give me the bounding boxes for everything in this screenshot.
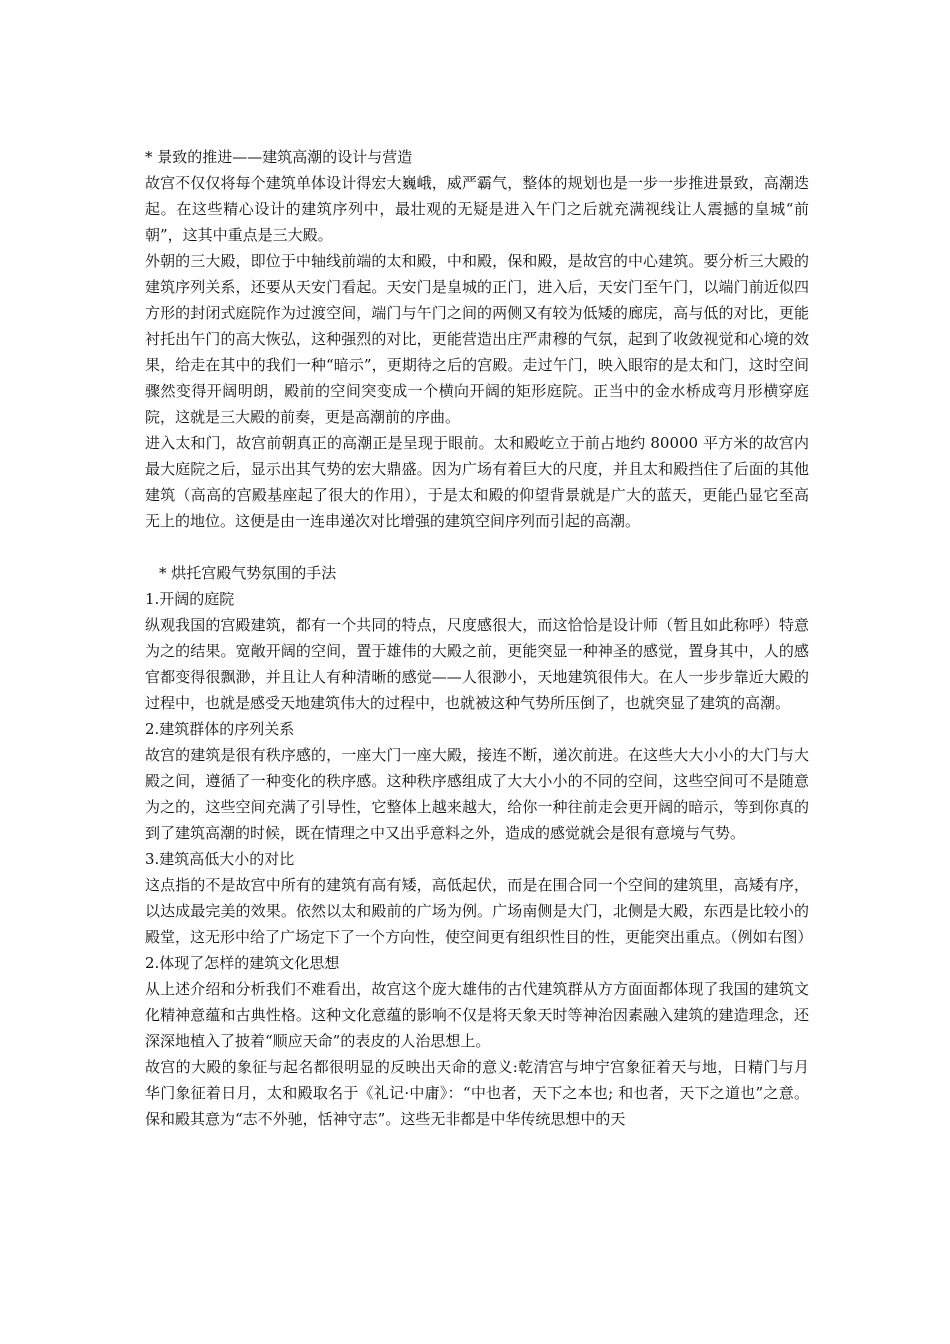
body-paragraph: 故宫的建筑是很有秩序感的，一座大门一座大殿，接连不断，递次前进。在这些大大小小的大门与大殿之间，遵循了一种变化的秩序感。这种秩序感组成了大大小小的不同的空间，这些空间可不是随意为之的，这些空间充满了引导性，它整体上越来越大，给你一种往前走会更开阔的暗示，等到你真的到了建筑高潮的时候，既在情理之中又出乎意料之外，造成的感觉就会是很有意境与气势。 <box>145 746 809 842</box>
blank-line <box>145 534 809 560</box>
body-paragraph: 这点指的不是故宫中所有的建筑有高有矮，高低起伏，而是在围合同一个空间的建筑里，高矮有序，以达成最完美的效果。依然以太和殿前的广场为例。广场南侧是大门，北侧是大殿，东西是比较小的殿堂，这无形中给了广场定下了一个方向性，使空间更有组织性目的性，更能突出重点。（例如右图） <box>145 876 813 946</box>
section-heading-culture: 2.体现了怎样的建筑文化思想 <box>145 954 340 972</box>
body-paragraph: 故宫不仅仅将每个建筑单体设计得宏大巍峨，威严霸气，整体的规划也是一步一步推进景致，高潮迭起。在这些精心设计的建筑序列中，最壮观的无疑是进入午门之后就充满视线让人震撼的皇城“前朝”，这其中重点是三大殿。 <box>145 174 809 244</box>
body-paragraph: 从上述介绍和分析我们不难看出，故宫这个庞大雄伟的古代建筑群从方方面面都体现了我国的建筑文化精神意蕴和古典性格。这种文化意蕴的影响不仅是将天象天时等神治因素融入建筑的建造理念，还深深地植入了披着“顺应天命”的表皮的人治思想上。 <box>145 980 809 1050</box>
subsection-title: 1.开阔的庭院 <box>145 590 235 608</box>
subsection-title: 2.建筑群体的序列关系 <box>145 720 295 738</box>
subsection-title: 3.建筑高低大小的对比 <box>145 850 295 868</box>
document-page <box>145 144 813 1132</box>
section-heading-techniques: * 烘托宫殿气势氛围的手法 <box>159 564 337 582</box>
body-paragraph: 故宫的大殿的象征与起名都很明显的反映出天命的意义:乾清宫与坤宁宫象征着天与地，日精门与月华门象征着日月，太和殿取名于《礼记·中庸》：“中也者，天下之本也; 和也者，天下之道也”之意。保和殿其意为“志不外驰，恬神守志”。这些无非都是中华传统思想中的天 <box>145 1058 809 1128</box>
body-paragraph: 外朝的三大殿，即位于中轴线前端的太和殿，中和殿，保和殿，是故宫的中心建筑。要分析三大殿的建筑序列关系，还要从天安门看起。天安门是皇城的正门，进入后，天安门至午门，以端门前近似四方形的封闭式庭院作为过渡空间，端门与午门之间的两侧又有较为低矮的廊庑，高与低的对比，更能衬托出午门的高大恢弘，这种强烈的对比，更能营造出庄严肃穆的气氛，起到了收敛视觉和心境的效果，给走在其中的我们一种“暗示”，更期待之后的宫殿。走过午门，映入眼帘的是太和门，这时空间骤然变得开阔明朗，殿前的空间突变成一个横向开阔的矩形庭院。正当中的金水桥成弯月形横穿庭院，这就是三大殿的前奏，更是高潮前的序曲。 <box>145 252 809 426</box>
section-heading-scenery: * 景致的推进——建筑高潮的设计与营造 <box>145 148 413 166</box>
body-paragraph: 纵观我国的宫殿建筑，都有一个共同的特点，尺度感很大，而这恰恰是设计师（暂且如此称呼）特意为之的结果。宽敞开阔的空间，置于雄伟的大殿之前，更能突显一种神圣的感觉，置身其中，人的感官都变得很飘渺，并且让人有种清晰的感觉——人很渺小，天地建筑很伟大。在人一步步靠近大殿的过程中，也就是感受天地建筑伟大的过程中，也就被这种气势所压倒了，也就突显了建筑的高潮。 <box>145 616 809 712</box>
body-paragraph: 进入太和门，故宫前朝真正的高潮正是呈现于眼前。太和殿屹立于前占地约 80000 平方米的故宫内最大庭院之后，显示出其气势的宏大鼎盛。因为广场有着巨大的尺度，并且太和殿挡住了后面的其他建筑（高高的宫殿基座起了很大的作用），于是太和殿的仰望背景就是广大的蓝天，更能凸显它至高无上的地位。这便是由一连串递次对比增强的建筑空间序列而引起的高潮。 <box>145 434 809 530</box>
